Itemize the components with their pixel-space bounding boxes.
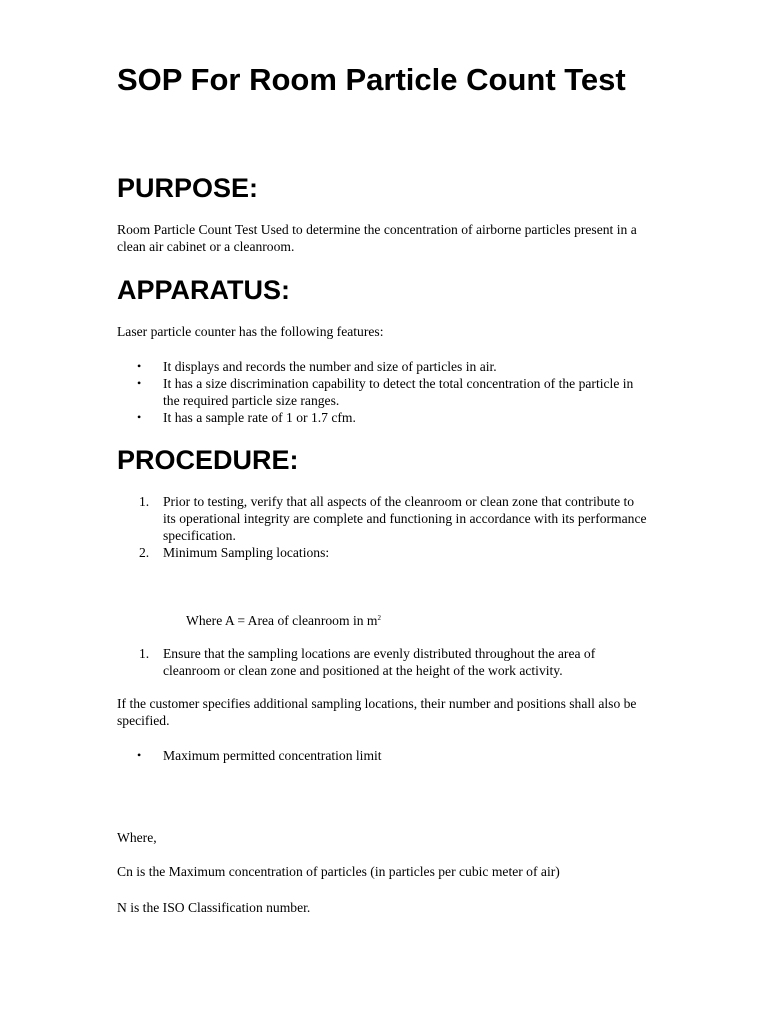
list-item [117,358,647,375]
list-item [117,409,647,426]
step-text: Prior to testing, verify that all aspects of the cleanroom or clean zone that contribute to its operational integrity are complete and functioning in accordance with its performance specification. [163,494,647,543]
list-item [117,375,647,409]
limit-text: Maximum permitted concentration limit [163,748,382,763]
cn-definition: Cn is the Maximum concentration of particles (in particles per cubic meter of air) [117,864,560,879]
list-item [117,544,647,561]
purpose-text: Room Particle Count Test Used to determine the concentration of airborne particles present in a clean air cabinet or a cleanroom. [117,222,637,254]
procedure-heading: PROCEDURE: [117,445,299,475]
apparatus-intro: Laser particle counter has the following features: [117,324,384,339]
step-text: Minimum Sampling locations: [163,545,330,560]
step-number: 1. [139,494,150,509]
list-item [117,493,647,544]
feature-text: It has a sample rate of 1 or 1.7 cfm. [163,410,356,425]
limit-list [117,747,647,764]
n-definition: N is the ISO Classification number. [117,900,311,915]
where-label: Where, [117,830,157,845]
feature-text: It displays and records the number and size of particles in air. [163,359,497,374]
additional-note: If the customer specifies additional sampling locations, their number and positions shall also be specified. [117,696,637,728]
procedure-steps-list-2 [117,645,647,679]
step-number: 1. [139,646,150,661]
procedure-steps-list [117,493,647,561]
document-title: SOP For Room Particle Count Test [117,62,626,97]
list-item [117,747,647,764]
purpose-heading: PURPOSE: [117,173,259,203]
formula-note-text: Where A = Area of cleanroom in m [186,613,378,628]
apparatus-features-list [117,358,647,426]
step-text: Ensure that the sampling locations are evenly distributed throughout the area of cleanroom or clean zone and positioned at the height of the work activity. [163,646,596,678]
formula-note [186,610,381,629]
formula-superscript: 2 [377,614,381,622]
apparatus-heading: APPARATUS: [117,275,290,305]
list-item [117,645,647,679]
feature-text: It has a size discrimination capability to detect the total concentration of the particle in the required particle size ranges. [163,376,634,408]
step-number: 2. [139,545,150,560]
